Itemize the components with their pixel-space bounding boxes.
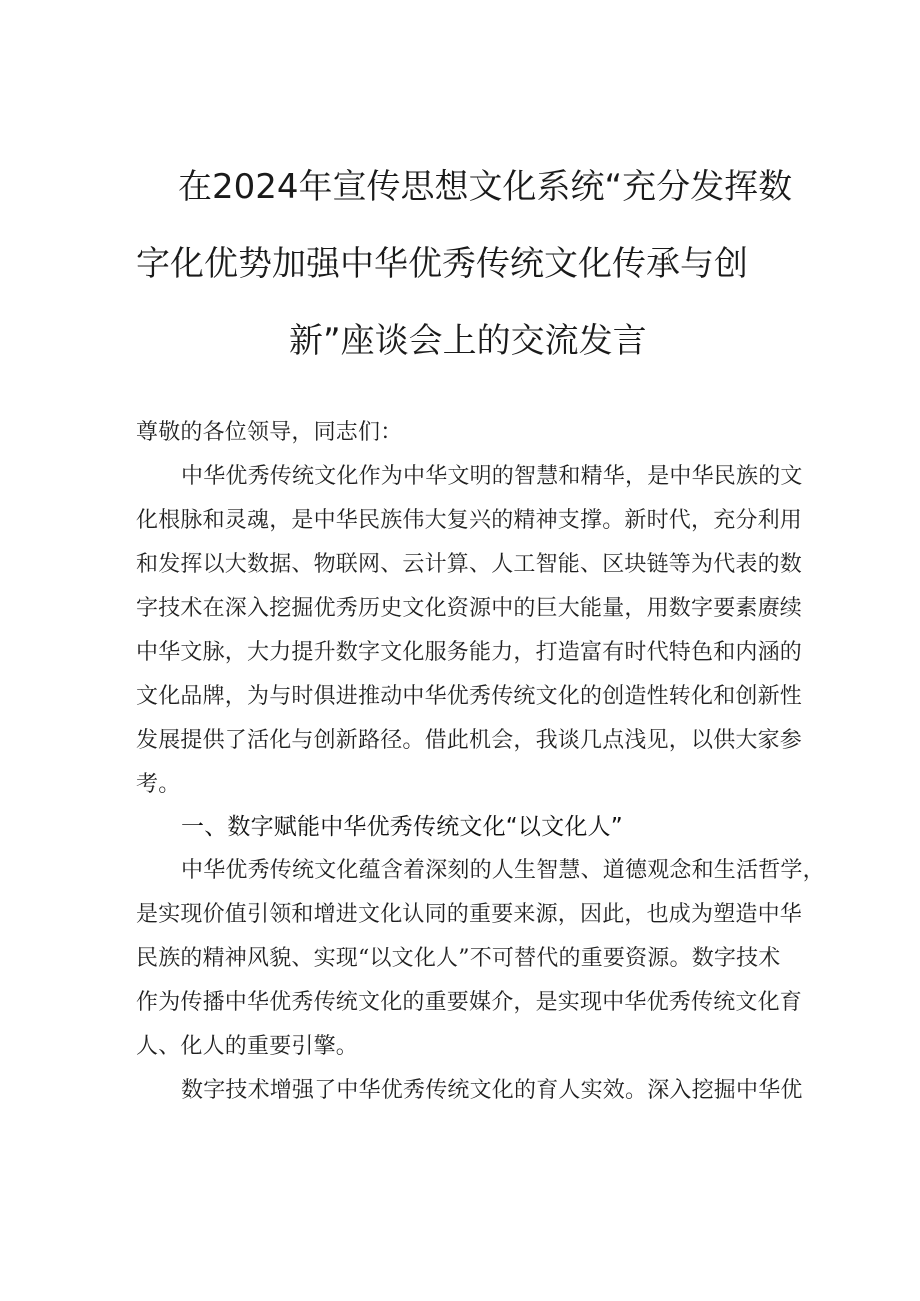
paragraph-line: 中华优秀传统文化蕴含着深刻的人生智慧、道德观念和生活哲学， [181, 858, 825, 883]
paragraph-line: 考。 [136, 772, 181, 797]
title-line-2: 字化优势加强中华优秀传统文化传承与创 [136, 244, 748, 284]
paragraph-line: 民族的精神风貌、实现“以文化人”不可替代的重要资源。数字技术 [136, 946, 781, 971]
paragraph-line: 字技术在深入挖掘优秀历史文化资源中的巨大能量，用数字要素赓续 [136, 596, 803, 621]
title-line-1: 在2024年宣传思想文化系统“充分发挥数 [178, 167, 793, 207]
paragraph-line: 发展提供了活化与创新路径。借此机会，我谈几点浅见，以供大家参 [136, 728, 803, 753]
paragraph-line: 是实现价值引领和增进文化认同的重要来源，因此，也成为塑造中华 [136, 902, 803, 927]
title-line-3: 新”座谈会上的交流发言 [289, 321, 647, 361]
section-heading-1: 一、数字赋能中华优秀传统文化“以文化人” [181, 814, 623, 840]
paragraph-line: 和发挥以大数据、物联网、云计算、人工智能、区块链等为代表的数 [136, 552, 803, 577]
paragraph-line: 人、化人的重要引擎。 [136, 1034, 359, 1059]
paragraph-line: 数字技术增强了中华优秀传统文化的育人实效。深入挖掘中华优 [181, 1078, 803, 1103]
salutation: 尊敬的各位领导，同志们： [136, 420, 403, 445]
paragraph-line: 中华文脉，大力提升数字文化服务能力，打造富有时代特色和内涵的 [136, 640, 803, 665]
paragraph-line: 文化品牌，为与时俱进推动中华优秀传统文化的创造性转化和创新性 [136, 684, 803, 709]
paragraph-line: 化根脉和灵魂，是中华民族伟大复兴的精神支撑。新时代，充分利用 [136, 508, 803, 533]
paragraph-line: 作为传播中华优秀传统文化的重要媒介，是实现中华优秀传统文化育 [136, 990, 803, 1015]
paragraph-line: 中华优秀传统文化作为中华文明的智慧和精华，是中华民族的文 [181, 464, 803, 489]
